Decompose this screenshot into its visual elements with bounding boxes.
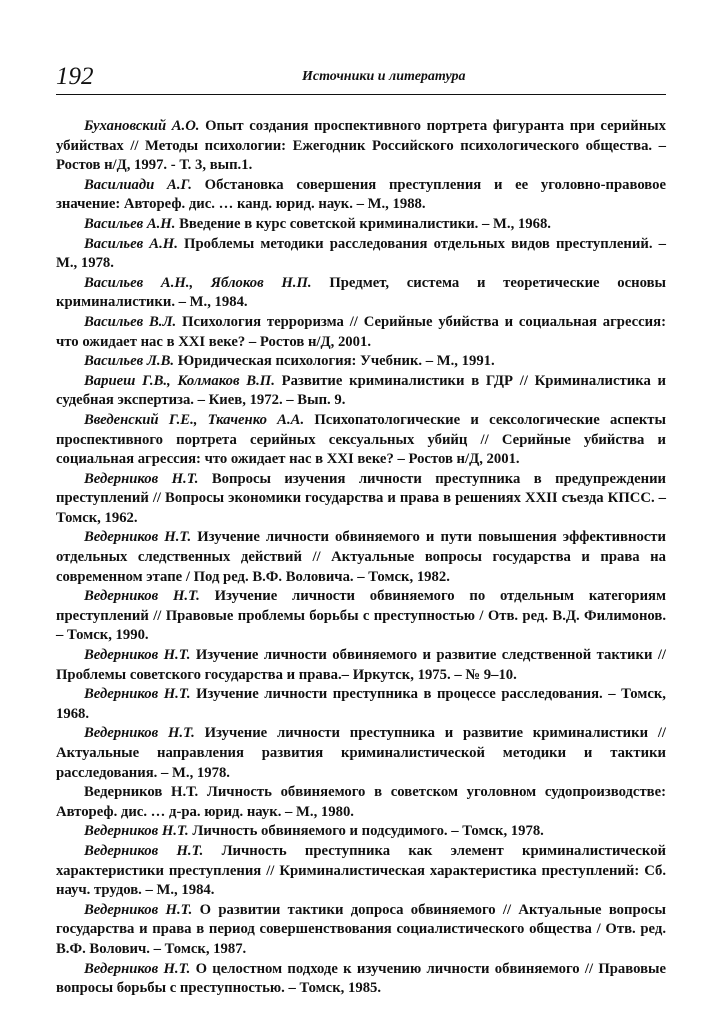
reference-entry <box>56 724 666 783</box>
reference-entry <box>56 528 666 587</box>
reference-author: Васильев В.Л. <box>84 313 177 330</box>
reference-text: Психология терроризма // Серийные убийства и социальная агрессия: что ожидает нас в XXI веке? – Ростов н/Д, 2001. <box>56 313 666 350</box>
reference-entry <box>56 274 666 313</box>
reference-text: Изучение личности преступника и развитие криминалистики // Актуальные направления развития криминалистической методики и тактики расследования. – М., 1978. <box>56 725 666 781</box>
reference-author: Ведерников Н.Т. <box>84 529 192 546</box>
reference-author: Васильев А.Н., Яблоков Н.П. <box>84 274 312 291</box>
reference-text: Ведерников Н.Т. Личность обвиняемого в советском уголовном судопроизводстве: Автореф. дис. … д-ра. юрид. наук. – М., 1980. <box>56 784 666 820</box>
reference-text: О целостном подходе к изучению личности обвиняемого // Правовые вопросы борьбы с преступностью. – Томск, 1985. <box>56 960 666 997</box>
reference-entry <box>56 411 666 470</box>
reference-entry <box>56 646 666 685</box>
reference-author: Введенский Г.Е., Ткаченко А.А. <box>84 411 305 428</box>
reference-entry <box>56 960 666 999</box>
reference-text: Введение в курс советской криминалистики. – М., 1968. <box>175 215 551 232</box>
reference-text: Изучение личности обвиняемого и развитие следственной тактики // Проблемы советского государства и права.– Иркутск, 1975. – № 9–10. <box>56 647 666 683</box>
reference-text: Юридическая психология: Учебник. – М., 1991. <box>174 353 495 370</box>
reference-author: Васильев А.Н. <box>84 215 176 232</box>
reference-author: Ведерников Н.Т. <box>84 842 204 859</box>
reference-author: Ведерников Н.Т. <box>84 647 191 664</box>
reference-author: Василиади А.Г. <box>84 176 192 193</box>
reference-entry <box>56 313 666 352</box>
reference-text: Психопатологические и сексологические аспекты проспективного портрета серийных сексуальных убийц // Серийные убийства и социальная агрессия: что ожидает нас в XXI веке? – Ростов н/Д, 2001. <box>56 411 666 468</box>
reference-text: Личность обвиняемого и подсудимого. – Томск, 1978. <box>188 823 544 840</box>
reference-entry <box>56 685 666 724</box>
reference-author: Ведерников Н.Т. <box>84 725 195 742</box>
reference-entry <box>56 235 666 274</box>
page-number: 192 <box>56 62 104 92</box>
reference-text: Обстановка совершения преступления и ее уголовно-правовое значение: Автореф. дис. … канд. юрид. наук. – М., 1988. <box>56 176 666 213</box>
reference-text: Вопросы изучения личности преступника в предупреждении преступлений // Вопросы экономики государства и права в решениях XXII съезда КПСС. – Томск, 1962. <box>56 470 666 526</box>
reference-entry <box>56 470 666 529</box>
reference-author: Ведерников Н.Т. <box>84 901 193 918</box>
reference-entry <box>56 176 666 215</box>
reference-text: Изучение личности преступника в процессе расследования. – Томск, 1968. <box>56 686 666 722</box>
reference-entry <box>56 822 666 842</box>
reference-author: Ведерников Н.Т. <box>84 960 191 977</box>
reference-entry <box>56 117 666 176</box>
reference-text: Личность преступника как элемент криминалистической характеристики преступления // Криминалистическая характеристика преступлений: Сб. науч. трудов. – М., 1984. <box>56 842 666 899</box>
reference-author: Бухановский А.О. <box>84 118 200 134</box>
reference-author: Васильев Л.В. <box>84 353 175 370</box>
reference-author: Вариеш Г.В., Колмаков В.П. <box>84 372 275 389</box>
reference-text: О развитии тактики допроса обвиняемого // Актуальные вопросы государства и права в период совершенствования социалистического общества / Отв. ред. В.Ф. Волович. – Томск, 1987. <box>56 901 666 957</box>
reference-entry <box>56 372 666 411</box>
reference-entry <box>56 842 666 901</box>
page-header <box>56 64 666 95</box>
reference-entry <box>56 587 666 646</box>
reference-list <box>56 117 666 999</box>
reference-text: Изучение личности обвиняемого по отдельным категориям преступлений // Правовые проблемы борьбы с преступностью / Отв. ред. В.Д. Филимонов. – Томск, 1990. <box>56 588 666 644</box>
reference-author: Васильев А.Н. <box>84 235 178 252</box>
reference-text: Изучение личности обвиняемого и пути повышения эффективности отдельных следственных действий // Актуальные вопросы государства и права на современном этапе / Под ред. В.Ф. Воловича. – Томск, 1982. <box>56 529 666 585</box>
reference-entry <box>56 783 666 822</box>
reference-entry <box>56 352 666 372</box>
reference-text: Опыт создания проспективного портрета фигуранта при серийных убийствах // Методы психологии: Ежегодник Российского психологического общества. – Ростов н/Д, 1997. - Т. 3, вып.1. <box>56 118 666 174</box>
book-page <box>56 64 666 999</box>
reference-entry <box>56 215 666 235</box>
reference-author: Ведерников Н.Т. <box>84 823 189 840</box>
reference-author: Ведерников Н.Т. <box>84 588 200 605</box>
reference-author: Ведерников Н.Т. <box>84 686 191 703</box>
reference-author: Ведерников Н.Т. <box>84 470 199 487</box>
reference-text: Предмет, система и теоретические основы криминалистики. – М., 1984. <box>56 274 667 311</box>
reference-text: Развитие криминалистики в ГДР // Криминалистика и судебная экспертиза. – Киев, 1972. – Вып. 9. <box>56 372 666 409</box>
reference-entry <box>56 901 666 960</box>
reference-text: Проблемы методики расследования отдельных видов преступлений. – М., 1978. <box>56 235 666 272</box>
running-title: Источники и литература <box>294 68 473 86</box>
